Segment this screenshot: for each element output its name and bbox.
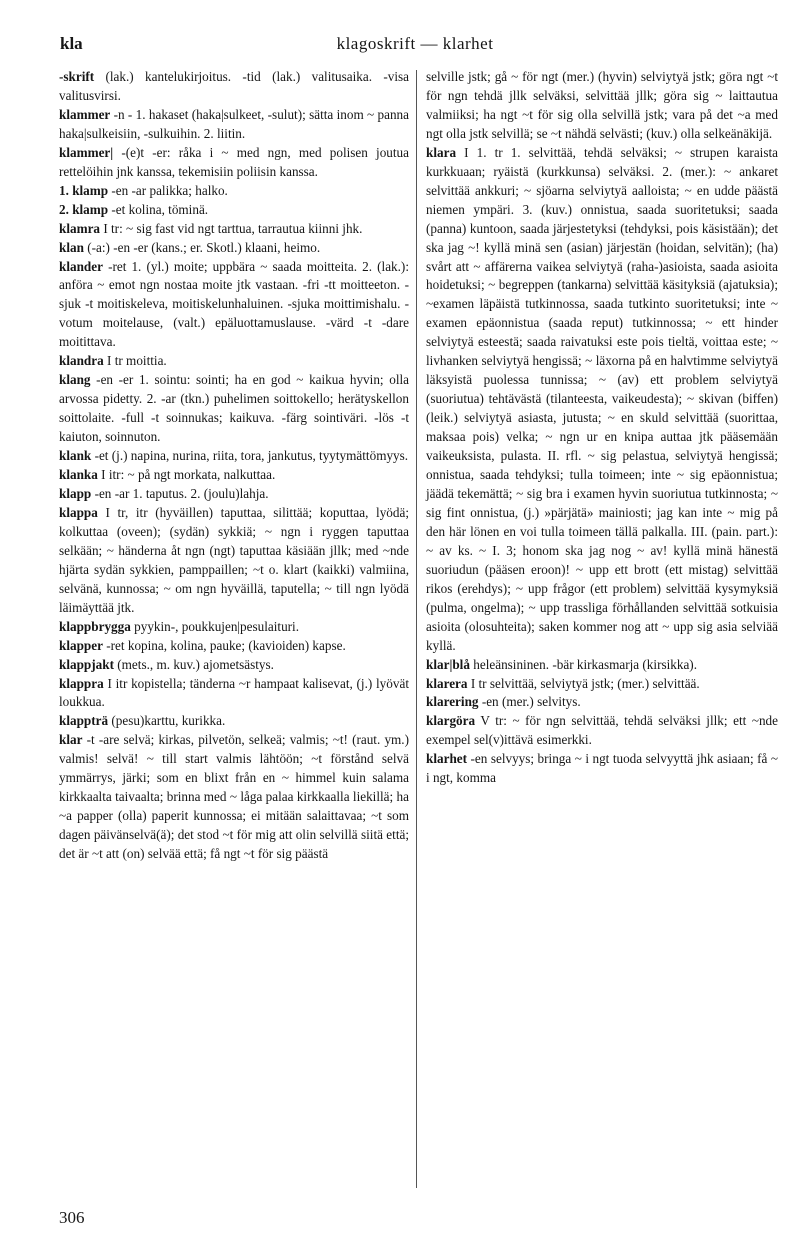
entry-definition: -(e)t -er: råka i ~ med ngn, med polisen joutua rettelöihin jnk kanssa, tekemisiin poliisin kanssa. bbox=[59, 144, 409, 179]
entry-definition: heleänsininen. -bär kirkasmarja (kirsikka). bbox=[469, 656, 697, 672]
dictionary-entry bbox=[59, 352, 409, 371]
entry-definition: I tr: ~ sig fast vid ngt tarttua, tarrautua kiinni jhk. bbox=[100, 220, 363, 236]
dictionary-entry bbox=[59, 220, 409, 239]
entry-headword: klanka bbox=[59, 467, 98, 483]
entry-definition: V tr: ~ för ngn selvittää, tehdä selväksi jllk; ett ~nde exempel sel(v)ittävä esimerkki. bbox=[426, 713, 778, 748]
entry-headword: klappbrygga bbox=[59, 618, 131, 634]
dictionary-entry bbox=[59, 447, 409, 466]
entry-headword: klander bbox=[59, 258, 103, 274]
dictionary-entry bbox=[59, 637, 409, 656]
dictionary-entry bbox=[59, 712, 409, 731]
entry-headword: klarera bbox=[426, 675, 468, 691]
entry-definition: I tr, itr (hyväillen) taputtaa, silittää; koputtaa, lyödä; kolkuttaa (oveen); (sydän) sykkiä; ~ ngn i ryggen taputtaa selkään; ~ händerna åt ngn (ngt) taputtaa käsiään jllk; med ~nde hjärta sydän sykkien, pamppaillen; ~t o. klart (kaikki) valmiina, selvänä, kunnossa; ~ om ngn hyväillä, taputella; ~ till ngn lyödä läimäyttää jtk. bbox=[59, 504, 409, 615]
dictionary-entry bbox=[59, 466, 409, 485]
dictionary-entry bbox=[426, 712, 778, 750]
entry-headword: klarhet bbox=[426, 751, 468, 767]
dictionary-entry bbox=[59, 675, 409, 713]
entry-headword: klamra bbox=[59, 220, 101, 236]
page-number: 306 bbox=[59, 1208, 85, 1227]
dictionary-entry bbox=[59, 485, 409, 504]
entry-definition: I itr kopistella; tänderna ~r hampaat kalisevat, (j.) lyövät loukkua. bbox=[59, 675, 409, 710]
entry-definition: -en -ar palikka; halko. bbox=[108, 182, 228, 198]
entry-definition: -et kolina, töminä. bbox=[108, 201, 209, 217]
left-column bbox=[59, 68, 409, 864]
dictionary-entry bbox=[59, 731, 409, 864]
entry-definition: (-a:) -en -er (kans.; er. Skotl.) klaani, heimo. bbox=[83, 239, 321, 255]
entry-definition: -n - 1. hakaset (haka|sulkeet, -sulut); sätta inom ~ panna haka|sulkeisiin, -sulkuihin. 2. liitin. bbox=[59, 106, 409, 141]
dictionary-entry bbox=[426, 656, 778, 675]
header-left-guide: kla bbox=[60, 34, 83, 53]
entry-headword: klan bbox=[59, 239, 84, 255]
entry-headword: -skrift bbox=[59, 69, 95, 84]
entry-headword: 2. klamp bbox=[59, 201, 109, 217]
dictionary-entry bbox=[59, 68, 409, 106]
entry-headword: klapp bbox=[59, 485, 92, 501]
dictionary-entry bbox=[59, 201, 409, 220]
entry-definition: -en selvyys; bringa ~ i ngt tuoda selvyyttä jhk asiaan; få ~ i ngt, komma bbox=[426, 751, 778, 786]
dictionary-entry bbox=[59, 239, 409, 258]
entry-definition: -en -er 1. sointu: sointi; ha en god ~ kaikua hyvin; olla arvossa pidetty. 2. -ar (tkn.) puhelimen soittokello; herätyskellon soittolaite. -full -t soinnukas; kaikuva. -färg sointiväri. -lös -t kaiuton, soinnuton. bbox=[59, 372, 409, 445]
entry-headword: 1. klamp bbox=[59, 182, 109, 198]
dictionary-entry bbox=[59, 258, 409, 353]
entry-headword: klargöra bbox=[426, 713, 476, 729]
entry-headword: klar|blå bbox=[426, 656, 470, 672]
entry-definition: -t -are selvä; kirkas, pilvetön, selkeä; valmis; ~t! (raut. ym.) valmis! selvä! ~ till start valmis lähtöön; ~t förstånd selvä ymmärrys, järki; som en blixt från en ~ himmel kuin salama kirkkaalta taivaalta; brinna med ~ låga palaa kirkkaalla liekillä; ha ~a papper (olla) paperit kunnossa; ei mitään salaittavaa; ~t som dagen päivänselvä(ä); det stod ~t för mig att olin selvillä siitä että; det är ~t att (on) selvää että; få ngt ~t för sig päästä bbox=[59, 732, 409, 862]
entry-definition: I 1. tr 1. selvittää, tehdä selväksi; ~ strupen karaista kurkkuaan; ryäistä (kurkkunsa) selväksi. 2. (mer.): ~ ankaret selvittää ankkuri; ~ sjöarna selviytyä aalloista; ~ en udde päästä niemen ympäri. 3. (kuv.) onnistua, saada suoritetuksi; saada (panna) kuntoon, saada järjestetyksi (tehdyksi, pois käsistään); det ska jag ~! kyllä minä sen (asian) järjestän (hoidan, selvitän); (ha) svårt att ~ affärerna vaikea selviytyä (raha-)asioista, saada asioita hoidetuksi; ~ begreppen (tankarna) selvittää käsityksiä (ajatuksia); ~examen läpäistä tutkinnossa, saada tutkinto suoritetuksi; inte ~ examen epäonnistua (saada reput) tutkinnossa; ~ ett hinder selviytyä esteestä; saada raivatuksi este pois tieltä, voittaa este; ~ livhanken selviytyä hengissä; ~ läxorna på en halvtimme selviytyä läksyistä puolessa tunnissa; ~ (av) ett problem selviytyä (suoriutua) tehtävästä (tilanteesta, vaikeudesta); ~ skivan (biffen) (leik.) selviytyä asiasta, jutusta; ~ en skuld selvittää (suorittaa, maksaa pois) velka; ~ ngn ur en knipa auttaa jtk pääsemään vaikeuksista, pulasta. II. rfl. ~ sig pelastua, selviytyä hengissä; onnistua, saada tehdyksi; tulla toimeen; inte ~ sig epäonnistua; jäädä tekemättä; ~ sig bra i examen hyvin suoriutua tutkinnosta; ~ sig fint onnistua, (j.) »pärjätä» mainiosti; jag kan inte ~ mig på den här lönen en voi tulla toimeen tällä palkalla. III. (pain. part.): ~ av ks. ~ I. 3; honom ska jag nog ~ av! kyllä minä hänestä suoriudun (pääsen eroon)! ~ upp ett brott (ett mistag) selvittää rikos (erehdys); ~ upp frågor (ett problem) selvittää kysymyksiä (pulma, ongelma); ~ upp trassliga förhållanden selvittää sotkuisia asioita (olosuhteita); saken kommer nog att ~ upp sig asia selviää kyllä. bbox=[426, 144, 778, 653]
dictionary-entry bbox=[59, 144, 409, 182]
dictionary-entry bbox=[59, 656, 409, 675]
entry-headword: klappa bbox=[59, 504, 98, 520]
dictionary-entry bbox=[426, 675, 778, 694]
dictionary-entry bbox=[59, 106, 409, 144]
entry-headword: klandra bbox=[59, 353, 104, 369]
entry-definition: (lak.) kantelukirjoitus. -tid (lak.) valitusaika. -visa valitusvirsi. bbox=[59, 69, 409, 103]
right-column bbox=[426, 68, 778, 788]
column-divider bbox=[416, 70, 417, 1188]
entry-headword: klappjakt bbox=[59, 656, 114, 672]
entry-headword: klarering bbox=[426, 694, 479, 710]
entry-definition: pyykin-, poukkujen|pesulaituri. bbox=[130, 618, 300, 634]
dictionary-entry bbox=[426, 144, 778, 656]
entry-definition: -en (mer.) selvitys. bbox=[478, 694, 581, 710]
running-header bbox=[60, 34, 770, 56]
entry-definition: I tr selvittää, selviytyä jstk; (mer.) selvittää. bbox=[467, 675, 700, 691]
dictionary-entry bbox=[59, 182, 409, 201]
entry-headword: klammer| bbox=[59, 144, 114, 160]
dictionary-entry bbox=[59, 504, 409, 618]
dictionary-entry bbox=[426, 693, 778, 712]
entry-definition: -et (j.) napina, nurina, riita, tora, jankutus, tyytymättömyys. bbox=[91, 448, 409, 464]
entry-definition: I itr: ~ på ngt morkata, nalkuttaa. bbox=[97, 467, 276, 483]
entry-headword: klappträ bbox=[59, 713, 109, 729]
entry-definition: selville jstk; gå ~ för ngt (mer.) (hyvin) selviytyä jstk; göra ngt ~t för ngn tehdä jllk selväksi, selvittää jllk; göra sig ~ laittautua valmiiksi; ha ngt ~t för sig olla selvillä jstk; vara på det ~a med ngt olla jstk selvillä; se ~t nähdä selvästi; (kuv.) olla selkeänäkijä. bbox=[426, 69, 778, 141]
entry-definition: -ret 1. (yl.) moite; uppbära ~ saada moitteita. 2. (lak.): anföra ~ emot ngn nostaa moite jtk vastaan. -fri -tt moitteeton. -sjuk -t moitiskeleva, moitiskelunhaluinen. -sjuka moittimishalu. -votum moitelause, (valt.) epäluottamuslause. -värd -t -dare moitittava. bbox=[59, 258, 409, 350]
entry-definition: (pesu)karttu, kurikka. bbox=[108, 713, 226, 729]
entry-headword: klammer bbox=[59, 106, 111, 122]
entry-definition: -ret kopina, kolina, pauke; (kavioiden) kapse. bbox=[102, 637, 346, 653]
entry-definition: -en -ar 1. taputus. 2. (joulu)lahja. bbox=[91, 485, 269, 501]
entry-headword: klank bbox=[59, 448, 92, 464]
dictionary-entry bbox=[59, 371, 409, 447]
header-title: klagoskrift — klarhet bbox=[336, 34, 494, 53]
dictionary-entry bbox=[59, 618, 409, 637]
entry-headword: klar bbox=[59, 732, 83, 748]
entry-headword: klapper bbox=[59, 637, 103, 653]
entry-definition: I tr moittia. bbox=[103, 353, 167, 369]
entry-headword: klara bbox=[426, 144, 457, 160]
entry-headword: klappra bbox=[59, 675, 104, 691]
entry-headword: klang bbox=[59, 372, 91, 388]
entry-definition: (mets., m. kuv.) ajometsästys. bbox=[113, 656, 274, 672]
dictionary-entry bbox=[426, 68, 778, 144]
dictionary-entry bbox=[426, 750, 778, 788]
